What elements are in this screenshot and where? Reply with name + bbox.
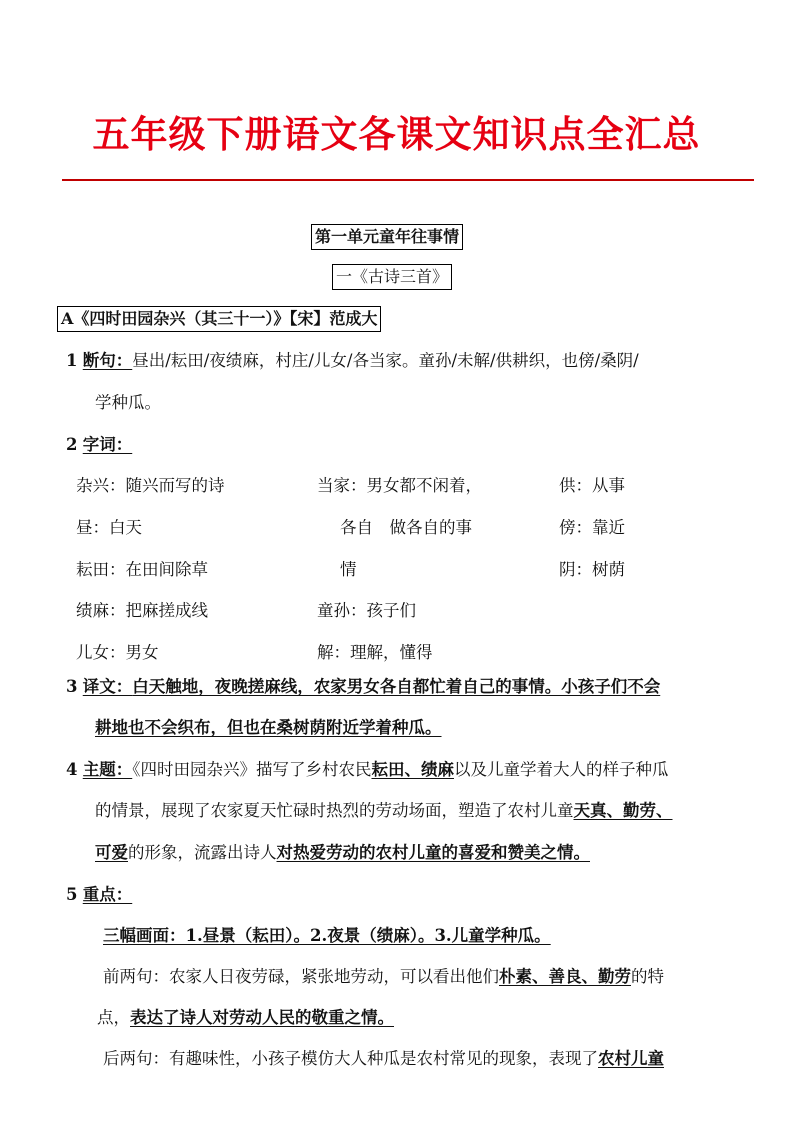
vocab-item: 杂兴：随兴而写的诗 [76,476,225,495]
vocab-item: 解：理解，懂得 [317,643,433,662]
theme-keyword: 可爱 [95,843,128,862]
section-text-cont: 耕地也不会织布，但也在桑树荫附近学着种瓜。 [95,718,442,737]
vocab-item: 昼：白天 [76,518,142,537]
key-keyword: 农村儿童 [598,1049,664,1068]
key-scenes: 三幅画面：1.昼景（耘田）。2.夜景（绩麻）。3.儿童学种瓜。 [103,926,551,945]
key-text: 后两句：有趣味性，小孩子模仿大人种瓜是农村常见的现象，表现了 [103,1049,598,1068]
section-label: 主题： [82,760,133,779]
vocab-item: 情 [340,560,357,579]
section-number: 4 [66,760,78,779]
vocab-item: 绩麻：把麻搓成线 [76,601,208,620]
vocab-item: 供：从事 [559,476,625,495]
section-text-cont: 学种瓜。 [95,393,161,412]
section-label: 译文： [82,677,133,696]
section-translation [66,676,660,698]
theme-keyword: 天真、勤劳、 [573,801,673,820]
vocab-item: 耘田：在田间除草 [76,560,208,579]
key-point-line [97,1007,394,1029]
section-label: 断句： [82,351,133,370]
section-number: 5 [66,885,78,904]
theme-text: 《四时田园杂兴》描写了乡村农民 [132,760,372,779]
theme-text: 的形象，流露出诗人 [128,843,277,862]
key-keyword: 朴素、善良、勤劳 [499,967,631,986]
section-number: 1 [66,351,78,370]
vocab-item: 傍：靠近 [559,518,625,537]
section-number: 2 [66,435,78,454]
poem-heading: A《四时田园杂兴（其三十一）》【宋】范成大 [57,306,381,332]
theme-keyword: 耘田、绩麻 [371,760,454,779]
key-text: 的特 [631,967,664,986]
title-divider [62,179,754,181]
theme-line-3 [95,842,590,864]
section-vocabulary [66,434,132,456]
vocab-item: 各自 做各自的事 [340,518,472,537]
unit-heading: 第一单元童年往事情 [311,224,463,250]
vocab-item: 阴：树荫 [559,560,625,579]
section-theme [66,759,668,781]
vocab-item: 儿女：男女 [76,643,159,662]
section-label: 重点： [82,885,133,904]
key-keyword: 表达了诗人对劳动人民的敬重之情。 [130,1008,394,1027]
section-text: 白天触地，夜晚搓麻线，农家男女各自都忙着自己的事情。小孩子们不会 [132,677,661,696]
key-text: 前两句：农家人日夜劳碌，紧张地劳动，可以看出他们 [103,967,499,986]
key-point-line [103,1048,664,1070]
key-point-line [103,966,664,988]
document-title: 五年级下册语文各课文知识点全汇总 [92,113,701,156]
vocab-item: 当家：男女都不闲着， [317,476,482,495]
theme-line-2 [95,800,673,822]
vocab-item: 童孙：孩子们 [317,601,416,620]
theme-keyword: 对热爱劳动的农村儿童的喜爱和赞美之情。 [276,843,590,862]
section-number: 3 [66,677,78,696]
section-text: 昼出/耘田/夜绩麻，村庄/儿女/各当家。童孙/未解/供耕织，也傍/桑阴/ [132,351,639,370]
theme-text: 的情景，展现了农家夏天忙碌时热烈的劳动场面，塑造了农村儿童 [95,801,574,820]
section-sentence-break [66,350,639,372]
section-key-points [66,884,132,906]
theme-text: 以及儿童学着大人的样子种瓜 [453,760,669,779]
key-text: 点， [97,1008,130,1027]
section-label: 字词： [82,435,133,454]
lesson-heading: 一《古诗三首》 [332,264,452,290]
